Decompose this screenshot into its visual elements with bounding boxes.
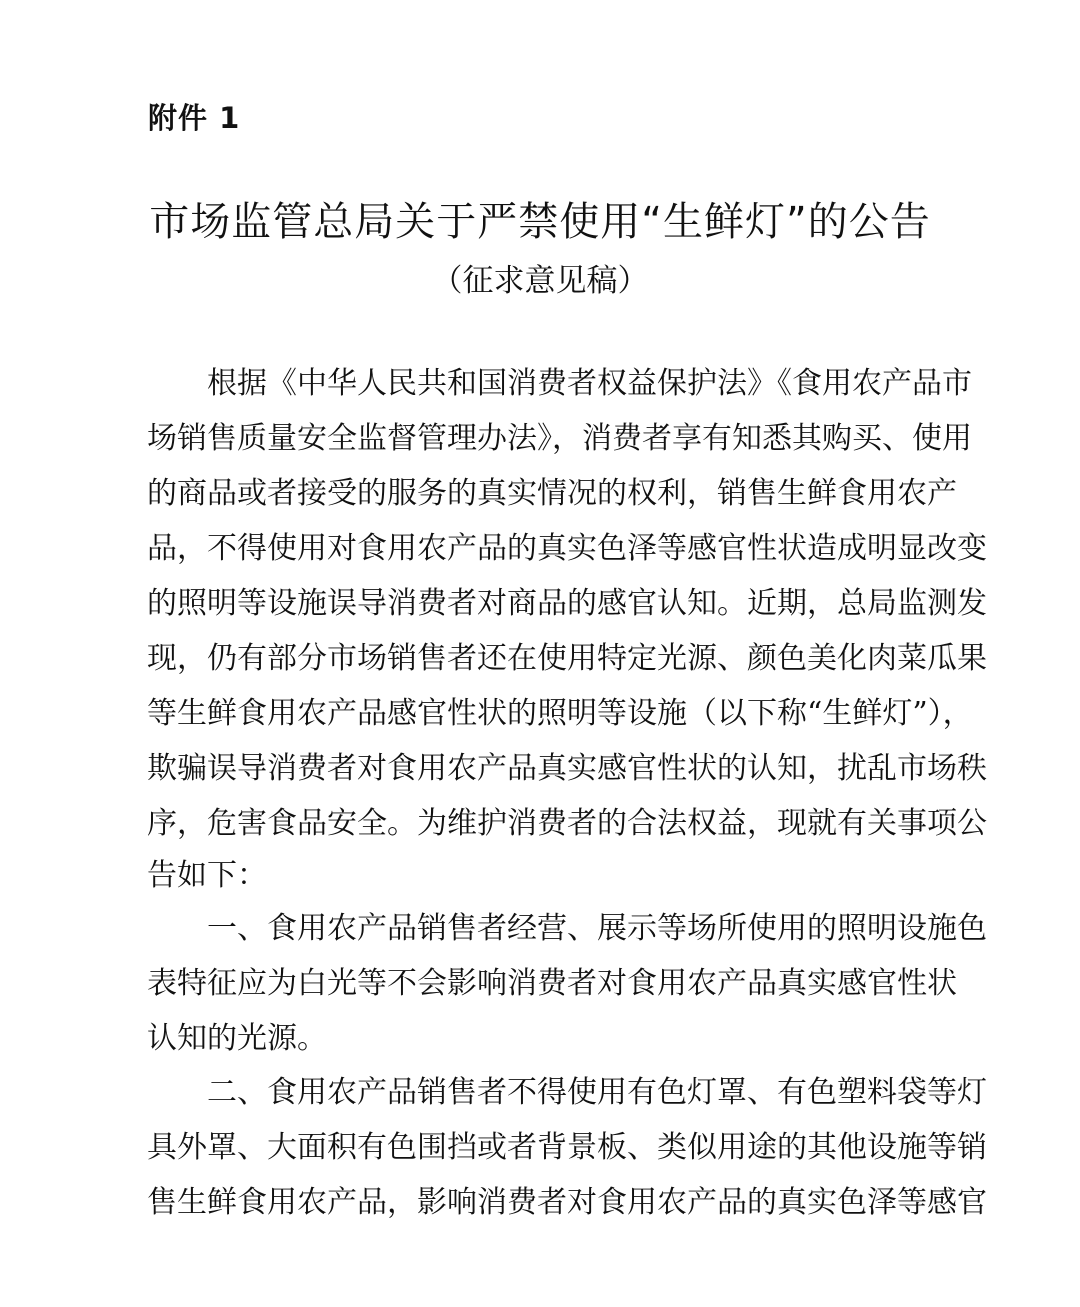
body-line: 序，危害食品安全。为维护消费者的合法权益，现就有关事项公: [147, 806, 987, 841]
document-subtitle: （征求意见稿）: [431, 263, 649, 299]
body-line: 售生鲜食用农产品，影响消费者对食用农产品的真实色泽等感官: [147, 1185, 987, 1220]
body-line: 一、食用农产品销售者经营、展示等场所使用的照明设施色: [207, 911, 987, 946]
body-line: 二、食用农产品销售者不得使用有色灯罩、有色塑料袋等灯: [207, 1075, 987, 1110]
document-title: 市场监管总局关于严禁使用“生鲜灯”的公告: [149, 199, 931, 245]
attachment-label: 附件 1: [148, 101, 241, 135]
body-line: 告如下：: [147, 858, 267, 893]
body-line: 的商品或者接受的服务的真实情况的权利，销售生鲜食用农产: [147, 476, 957, 511]
body-line: 场销售质量安全监督管理办法》，消费者享有知悉其购买、使用: [147, 421, 972, 456]
body-line: 等生鲜食用农产品感官性状的照明等设施（以下称“生鲜灯”），: [147, 696, 973, 731]
body-line: 根据《中华人民共和国消费者权益保护法》《食用农产品市: [207, 366, 972, 401]
body-line: 的照明等设施误导消费者对商品的感官认知。近期，总局监测发: [147, 586, 987, 621]
body-line: 具外罩、大面积有色围挡或者背景板、类似用途的其他设施等销: [147, 1130, 987, 1165]
body-line: 欺骗误导消费者对食用农产品真实感官性状的认知，扰乱市场秩: [147, 751, 987, 786]
body-line: 认知的光源。: [147, 1021, 327, 1056]
body-line: 品，不得使用对食用农产品的真实色泽等感官性状造成明显改变: [147, 531, 987, 566]
body-line: 现，仍有部分市场销售者还在使用特定光源、颜色美化肉菜瓜果: [147, 641, 987, 676]
body-line: 表特征应为白光等不会影响消费者对食用农产品真实感官性状: [147, 966, 957, 1001]
